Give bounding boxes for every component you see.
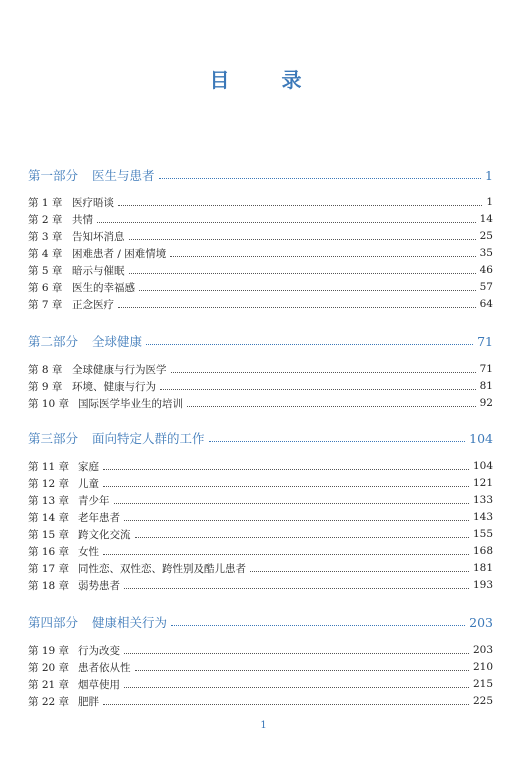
chapter-entry[interactable]	[28, 676, 493, 692]
chapter-title: 全球健康与行为医学	[72, 363, 167, 376]
dot-leader	[124, 653, 469, 654]
chapter-number: 第 9 章	[28, 380, 63, 393]
dot-leader	[209, 441, 466, 442]
dot-leader	[139, 290, 476, 291]
chapter-entry[interactable]	[28, 262, 493, 278]
dot-leader	[118, 205, 482, 206]
chapter-number: 第 6 章	[28, 281, 63, 294]
chapter-number: 第 20 章	[28, 661, 70, 674]
dot-leader	[129, 239, 476, 240]
chapter-entry[interactable]	[28, 543, 493, 559]
chapter-page: 210	[472, 661, 493, 673]
chapter-number: 第 14 章	[28, 511, 70, 524]
dot-leader	[124, 588, 469, 589]
chapter-number: 第 22 章	[28, 695, 70, 708]
chapter-page: 46	[479, 264, 493, 276]
chapter-number: 第 3 章	[28, 230, 63, 243]
chapter-number: 第 17 章	[28, 562, 70, 575]
chapter-page: 14	[479, 213, 493, 225]
chapter-title: 弱势患者	[78, 579, 120, 592]
chapter-title: 儿童	[78, 477, 99, 490]
chapter-page: 121	[472, 477, 493, 489]
chapter-entry[interactable]	[28, 245, 493, 261]
chapter-page: 193	[472, 579, 493, 591]
dot-leader	[250, 571, 469, 572]
chapter-number: 第 8 章	[28, 363, 63, 376]
part-number: 第三部分	[28, 431, 79, 446]
chapter-entry[interactable]	[28, 693, 493, 709]
part-page: 104	[469, 430, 493, 446]
chapter-page: 133	[472, 494, 493, 506]
chapter-number: 第 13 章	[28, 494, 70, 507]
dot-leader	[97, 222, 476, 223]
chapter-page: 104	[472, 460, 493, 472]
chapter-number: 第 7 章	[28, 298, 63, 311]
chapter-page: 64	[479, 298, 493, 310]
chapter-page: 155	[472, 528, 493, 540]
chapter-entry[interactable]	[28, 296, 493, 312]
chapter-entry[interactable]	[28, 577, 493, 593]
part-heading[interactable]	[28, 331, 493, 351]
chapter-page: 35	[479, 247, 493, 259]
chapter-number: 第 11 章	[28, 460, 70, 473]
chapter-entry[interactable]	[28, 279, 493, 295]
dot-leader	[124, 687, 469, 688]
part-title: 面向特定人群的工作	[92, 431, 205, 446]
dot-leader	[118, 307, 476, 308]
dot-leader	[103, 486, 469, 487]
chapter-number: 第 10 章	[28, 397, 70, 410]
chapter-entry[interactable]	[28, 475, 493, 491]
page-title: 目 录	[209, 68, 318, 92]
chapter-title: 正念医疗	[72, 298, 114, 311]
chapter-page: 203	[472, 644, 493, 656]
chapter-entry[interactable]	[28, 211, 493, 227]
part-page: 203	[469, 614, 493, 630]
chapter-title: 女性	[78, 545, 99, 558]
part-page: 1	[485, 167, 493, 183]
chapter-entry[interactable]	[28, 228, 493, 244]
dot-leader	[159, 178, 482, 179]
part-title: 医生与患者	[92, 168, 155, 183]
chapter-title: 老年患者	[78, 511, 120, 524]
chapter-entry[interactable]	[28, 509, 493, 525]
page-number: 1	[260, 720, 267, 731]
chapter-title: 困难患者 / 困难情境	[72, 247, 167, 260]
chapter-entry[interactable]	[28, 395, 493, 411]
chapter-entry[interactable]	[28, 378, 493, 394]
dot-leader	[114, 503, 469, 504]
part-number: 第一部分	[28, 168, 79, 183]
dot-leader	[103, 469, 469, 470]
chapter-entry[interactable]	[28, 642, 493, 658]
chapter-number: 第 12 章	[28, 477, 70, 490]
dot-leader	[124, 520, 469, 521]
chapter-entry[interactable]	[28, 458, 493, 474]
chapter-page: 71	[479, 363, 493, 375]
chapter-entry[interactable]	[28, 361, 493, 377]
chapter-title: 患者依从性	[78, 661, 131, 674]
part-number: 第二部分	[28, 334, 79, 349]
part-number: 第四部分	[28, 615, 79, 630]
chapter-page: 225	[472, 695, 493, 707]
part-title: 健康相关行为	[92, 615, 168, 630]
chapter-entry[interactable]	[28, 560, 493, 576]
part-heading[interactable]	[28, 612, 493, 632]
chapter-page: 181	[472, 562, 493, 574]
chapter-title: 国际医学毕业生的培训	[78, 397, 183, 410]
dot-leader	[103, 704, 469, 705]
dot-leader	[146, 344, 473, 345]
chapter-entry[interactable]	[28, 492, 493, 508]
part-heading[interactable]	[28, 165, 493, 185]
chapter-number: 第 15 章	[28, 528, 70, 541]
dot-leader	[129, 273, 476, 274]
chapter-title: 医生的幸福感	[72, 281, 135, 294]
chapter-page: 1	[486, 196, 493, 208]
chapter-page: 143	[472, 511, 493, 523]
chapter-number: 第 19 章	[28, 644, 70, 657]
chapter-entry[interactable]	[28, 659, 493, 675]
chapter-title: 共情	[72, 213, 93, 226]
dot-leader	[103, 554, 469, 555]
chapter-page: 25	[479, 230, 493, 242]
dot-leader	[135, 537, 469, 538]
chapter-number: 第 5 章	[28, 264, 63, 277]
chapter-number: 第 18 章	[28, 579, 70, 592]
chapter-title: 肥胖	[78, 695, 99, 708]
chapter-page: 168	[472, 545, 493, 557]
chapter-number: 第 4 章	[28, 247, 63, 260]
dot-leader	[160, 389, 476, 390]
chapter-page: 81	[479, 380, 493, 392]
part-heading[interactable]	[28, 428, 493, 448]
part-title: 全球健康	[92, 334, 143, 349]
chapter-title: 同性恋、双性恋、跨性别及酷儿患者	[78, 562, 246, 575]
dot-leader	[171, 372, 476, 373]
chapter-entry[interactable]	[28, 526, 493, 542]
chapter-number: 第 2 章	[28, 213, 63, 226]
chapter-title: 行为改变	[78, 644, 120, 657]
chapter-title: 暗示与催眠	[72, 264, 125, 277]
chapter-number: 第 21 章	[28, 678, 70, 691]
part-page: 71	[477, 333, 493, 349]
chapter-title: 家庭	[78, 460, 99, 473]
chapter-title: 青少年	[78, 494, 110, 507]
chapter-number: 第 1 章	[28, 196, 63, 209]
dot-leader	[171, 625, 465, 626]
dot-leader	[187, 406, 476, 407]
chapter-entry[interactable]	[28, 194, 493, 210]
chapter-page: 215	[472, 678, 493, 690]
chapter-title: 环境、健康与行为	[72, 380, 156, 393]
chapter-title: 告知坏消息	[72, 230, 125, 243]
chapter-page: 92	[479, 397, 493, 409]
chapter-number: 第 16 章	[28, 545, 70, 558]
dot-leader	[170, 256, 475, 257]
chapter-title: 烟草使用	[78, 678, 120, 691]
chapter-title: 医疗晤谈	[72, 196, 114, 209]
chapter-page: 57	[479, 281, 493, 293]
dot-leader	[135, 670, 469, 671]
chapter-title: 跨文化交流	[78, 528, 131, 541]
